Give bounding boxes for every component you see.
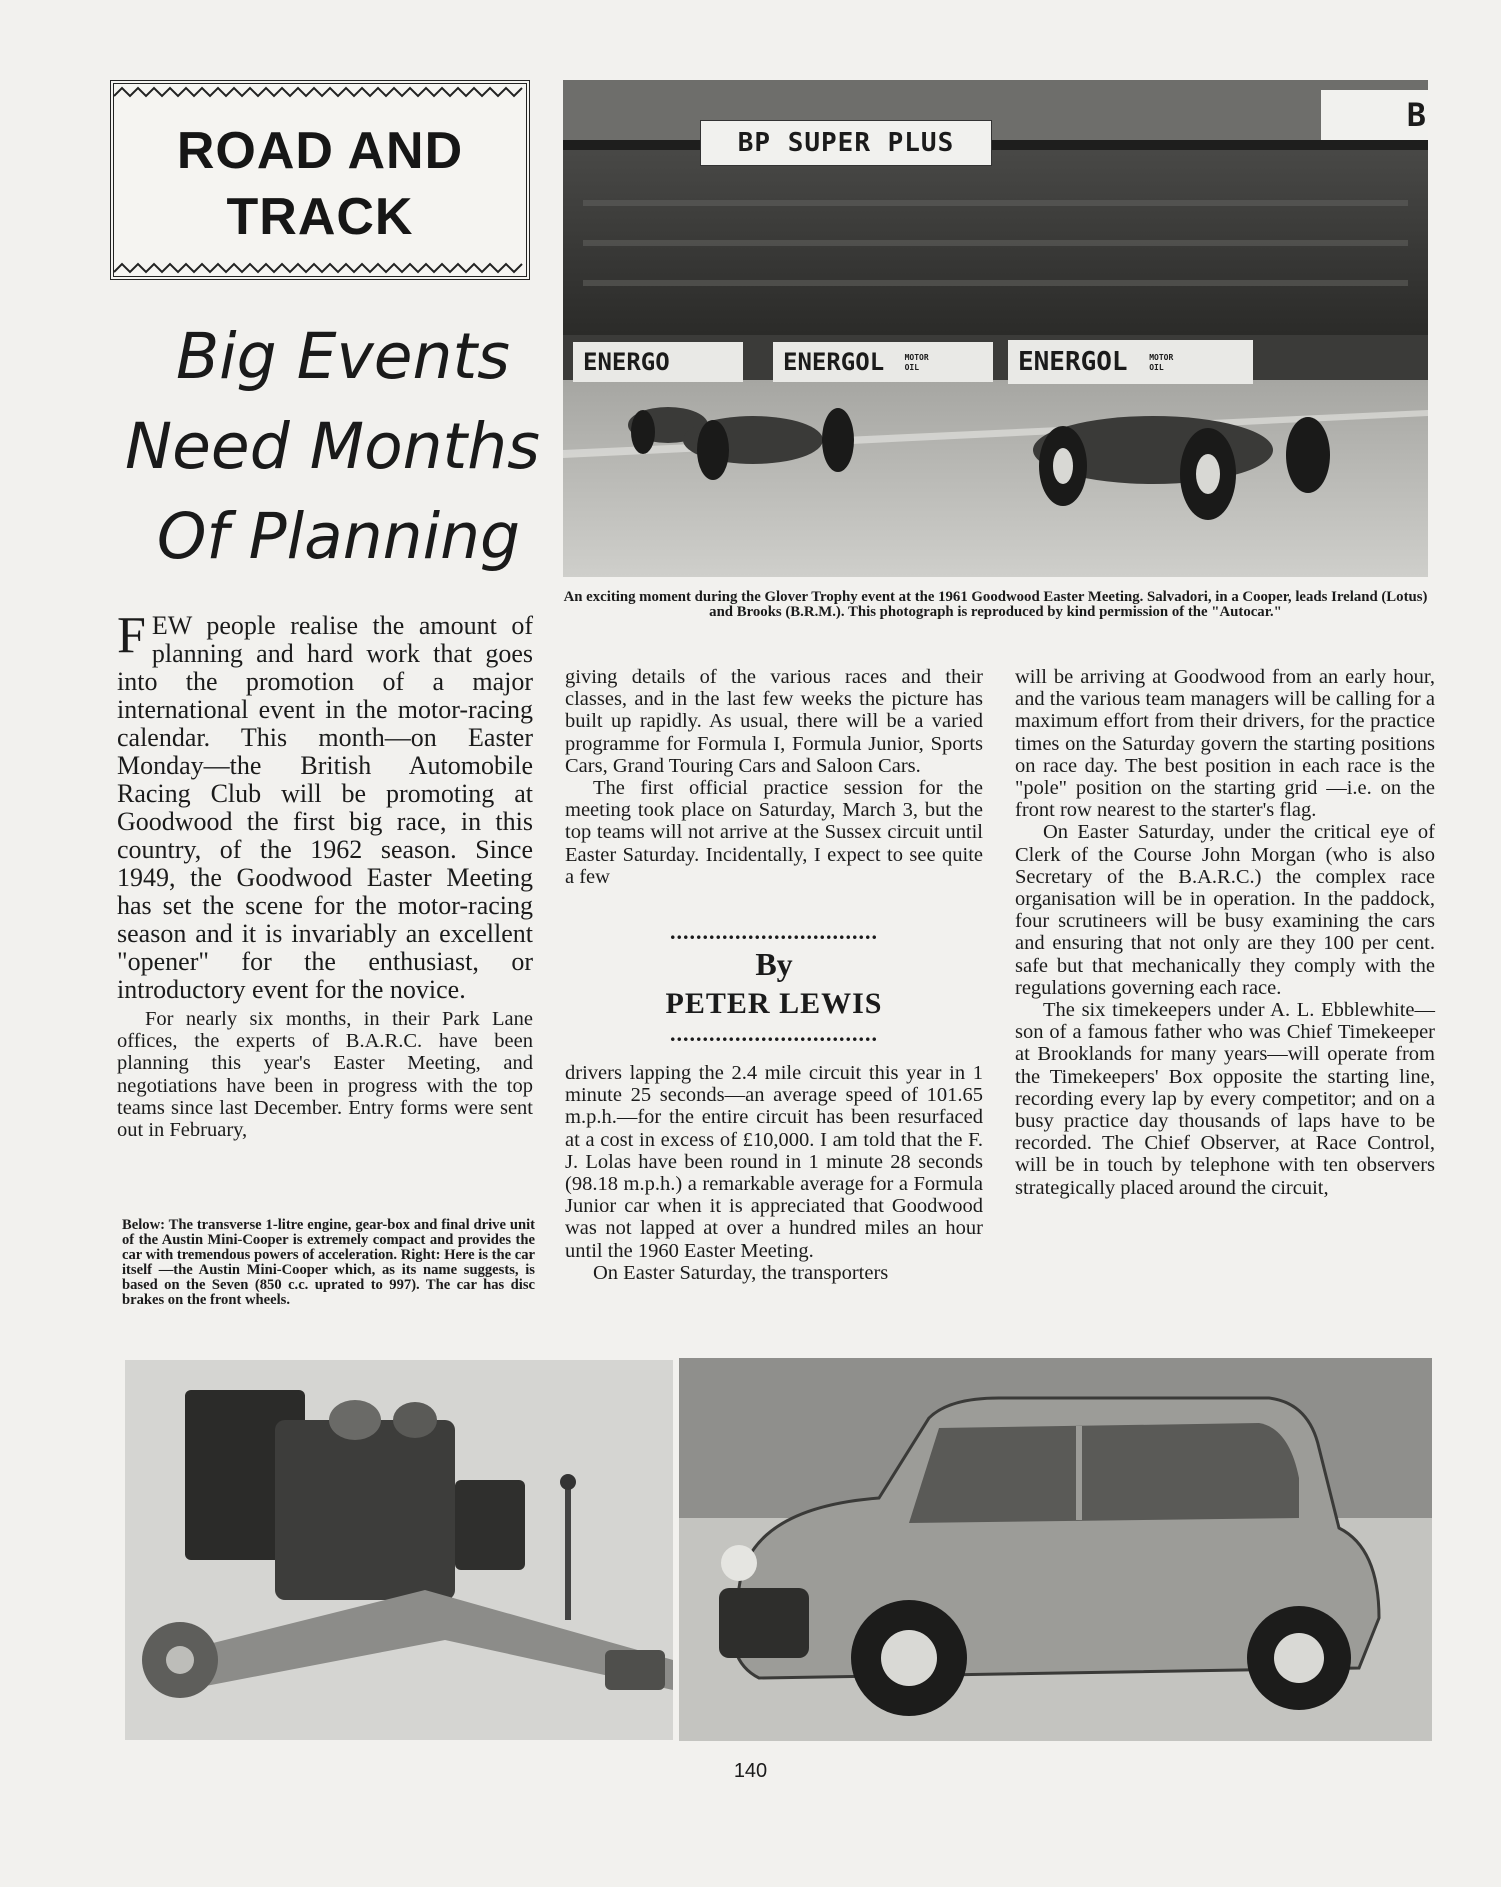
dropcap: F (117, 607, 146, 664)
decorative-border-bottom (114, 262, 526, 274)
section-header-box (110, 80, 530, 280)
top-photo-caption: An exciting moment during the Glover Trophy event at the 1961 Goodwood Easter Meeting. Salvadori, in a Cooper, leads Ireland (Lotus) and Brooks (B.R.M.). This photograph is reproduced by kind permission of the "Autocar." (563, 589, 1428, 620)
hoarding-small-text-2: MOTOR OIL (904, 353, 929, 372)
col2-paragraph-2: The first official practice session for the meeting took place on Saturday, March 3, but the top teams will not arrive at the Sussex circuit until Easter Saturday. Incidentally, I expect to see quite a few (565, 777, 983, 888)
article-column-2-top (565, 666, 983, 888)
section-title (114, 118, 526, 250)
col2-paragraph-1: giving details of the various races and their classes, and in the last few weeks the picture has built up rapidly. As usual, there will be a varied programme for Formula I, Formula Junior, Sports Cars, Grand Touring Cars and Saloon Cars. (565, 666, 983, 777)
hoarding-small-text-3: MOTOR OIL (1149, 352, 1174, 372)
headline-line3: Of Planning (156, 500, 520, 573)
section-title-line2: TRACK (226, 188, 414, 246)
banner-text: BP SUPER PLUS (737, 128, 955, 158)
race-cars-illustration (563, 80, 1428, 577)
hoarding-text-3: ENERGOL (1018, 347, 1128, 377)
article-headline (100, 312, 540, 582)
article-column-1 (117, 607, 533, 1142)
engine-photo (125, 1360, 673, 1740)
article-col1-body (117, 1008, 533, 1141)
mini-cooper-caption: Below: The transverse 1-litre engine, gear-box and final drive unit of the Austin Mini-Cooper is extremely compact and provides the car with tremendous powers of acceleration. Right: Here is the car itself —the Austin Mini-Cooper which, as its name suggests, is based on the Seven (850 c.c. uprated to 997). The car has disc brakes on the front wheels. (122, 1217, 535, 1308)
banner-partial-text: B (1406, 96, 1426, 134)
lead-text: EW people realise the amount of planning and hard work that goes into the promotion of a major international event in the motor-racing calendar. This month—on Easter Monday—the British Automobile Racing Club will be promoting at Goodwood the first big race, in this country, of the 1962 season. Since 1949, the Goodwood Easter Meeting has set the scene for the motor-racing season and it is invariably an excellent "opener" for the enthusiast, or introductory event for the novice. (117, 611, 533, 1004)
hoarding-text-2: ENERGOL (783, 348, 885, 376)
race-photo (563, 80, 1428, 577)
byline-dots-bottom: ................................ (670, 1021, 878, 1046)
col3-paragraph-3: The six timekeepers under A. L. Ebblewhite—son of a famous father who was Chief Timekeeper at Brooklands for many years—will operate from the Timekeepers' Box opposite the starting line, recording every lap by every competitor; and on a busy practice day thousands of laps have to be recorded. The Chief Observer, at Race Control, will be in touch by telephone with ten observers strategically placed around the circuit, (1015, 999, 1435, 1199)
headline-line2: Need Months (125, 410, 540, 483)
article-column-2-bottom (565, 1062, 983, 1284)
byline-dots-top: ................................ (670, 919, 878, 944)
article-lead-paragraph (117, 607, 533, 1004)
col2-paragraph-3: drivers lapping the 2.4 mile circuit this year in 1 minute 25 seconds—an average speed of 101.65 m.p.h.—for the entire circuit has been resurfaced at a cost in excess of £10,000. I am told that the F. J. Lolas have been round in 1 minute 28 seconds (98.18 m.p.h.) a remarkable average for a Formula Junior car when it is appreciated that Goodwood was not lapped at over a hundred miles an hour until the 1960 Easter Meeting. (565, 1062, 983, 1262)
article-column-3 (1015, 666, 1435, 1199)
byline-author: PETER LEWIS (665, 987, 883, 1020)
hoarding-text-1: ENERGO (583, 348, 670, 376)
col3-paragraph-2: On Easter Saturday, under the critical eye of Clerk of the Course John Morgan (who is also Secretary of the B.A.R.C.) the complex race organisation will be in operation. In the paddock, four scrutineers will be busy examining the cars and ensuring that not only are they 100 per cent. safe but that mechanically they comply with the regulations governing each race. (1015, 821, 1435, 999)
byline-by: By (755, 946, 793, 982)
col3-paragraph-1: will be arriving at Goodwood from an early hour, and the various team managers will be calling for a maximum effort from their drivers, for the practice times on the Saturday govern the starting positions on race day. The best position in each race is the "pole" position on the starting grid —i.e. on the front row nearest to the starter's flag. (1015, 666, 1435, 822)
section-title-line1: ROAD AND (176, 122, 464, 180)
headline-line1: Big Events (175, 320, 510, 393)
byline-block (565, 919, 983, 1046)
page-number: 140 (733, 1760, 768, 1782)
mini-cooper-photo (679, 1358, 1432, 1741)
decorative-border-top (114, 86, 526, 98)
col2-paragraph-4: On Easter Saturday, the transporters (593, 1261, 889, 1284)
col1-paragraph-2: For nearly six months, in their Park Lane offices, the experts of B.A.R.C. have been planning this year's Easter Meeting, and negotiations have been in progress with the top teams since last December. Entry forms were sent out in February, (117, 1008, 533, 1142)
